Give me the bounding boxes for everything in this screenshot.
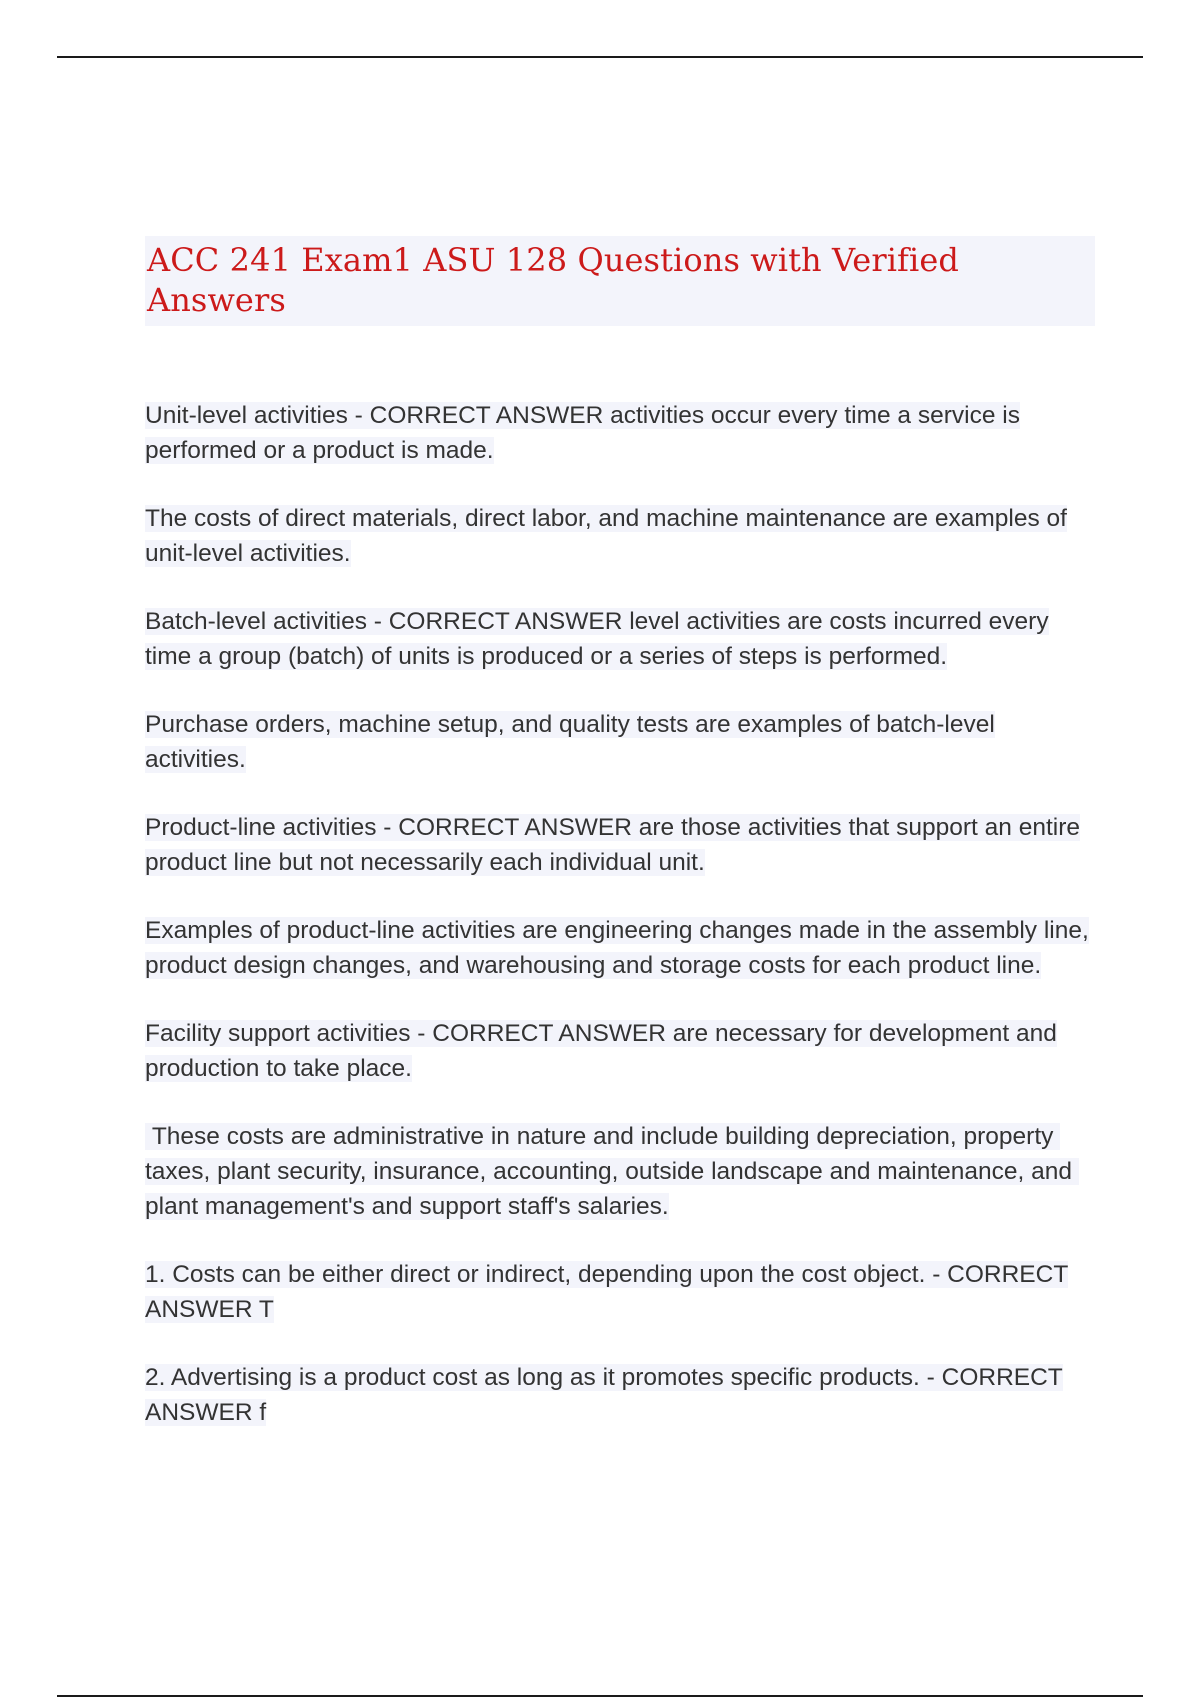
document-body bbox=[145, 236, 1095, 1463]
qa-paragraph: 1. Costs can be either direct or indirect, depending upon the cost object. - CORRECT ANSWER T bbox=[145, 1261, 1069, 1323]
qa-paragraph: Batch-level activities - CORRECT ANSWER level activities are costs incurred every time a group (batch) of units is produced or a series of steps is performed. bbox=[145, 608, 1049, 670]
qa-paragraph: The costs of direct materials, direct labor, and machine maintenance are examples of unit-level activities. bbox=[145, 505, 1067, 567]
top-rule bbox=[57, 56, 1143, 58]
qa-paragraph: Examples of product-line activities are engineering changes made in the assembly line, product design changes, and warehousing and storage costs for each product line. bbox=[145, 917, 1089, 979]
qa-paragraph: Unit-level activities - CORRECT ANSWER activities occur every time a service is performed or a product is made. bbox=[145, 402, 1020, 464]
qa-paragraph: 2. Advertising is a product cost as long as it promotes specific products. - CORRECT ANSWER f bbox=[145, 1364, 1063, 1426]
bottom-rule bbox=[57, 1695, 1143, 1697]
qa-paragraph: Product-line activities - CORRECT ANSWER are those activities that support an entire product line but not necessarily each individual unit. bbox=[145, 814, 1080, 876]
qa-list bbox=[145, 398, 1095, 1430]
document-title: ACC 241 Exam1 ASU 128 Questions with Verified Answers bbox=[145, 236, 1095, 326]
qa-paragraph: Facility support activities - CORRECT ANSWER are necessary for development and production to take place. bbox=[145, 1020, 1057, 1082]
qa-paragraph: Purchase orders, machine setup, and quality tests are examples of batch-level activities. bbox=[145, 711, 995, 773]
qa-paragraph: These costs are administrative in nature and include building depreciation, property taxes, plant security, insurance, accounting, outside landscape and maintenance, and plant management's and support staff's salaries. bbox=[145, 1123, 1079, 1220]
